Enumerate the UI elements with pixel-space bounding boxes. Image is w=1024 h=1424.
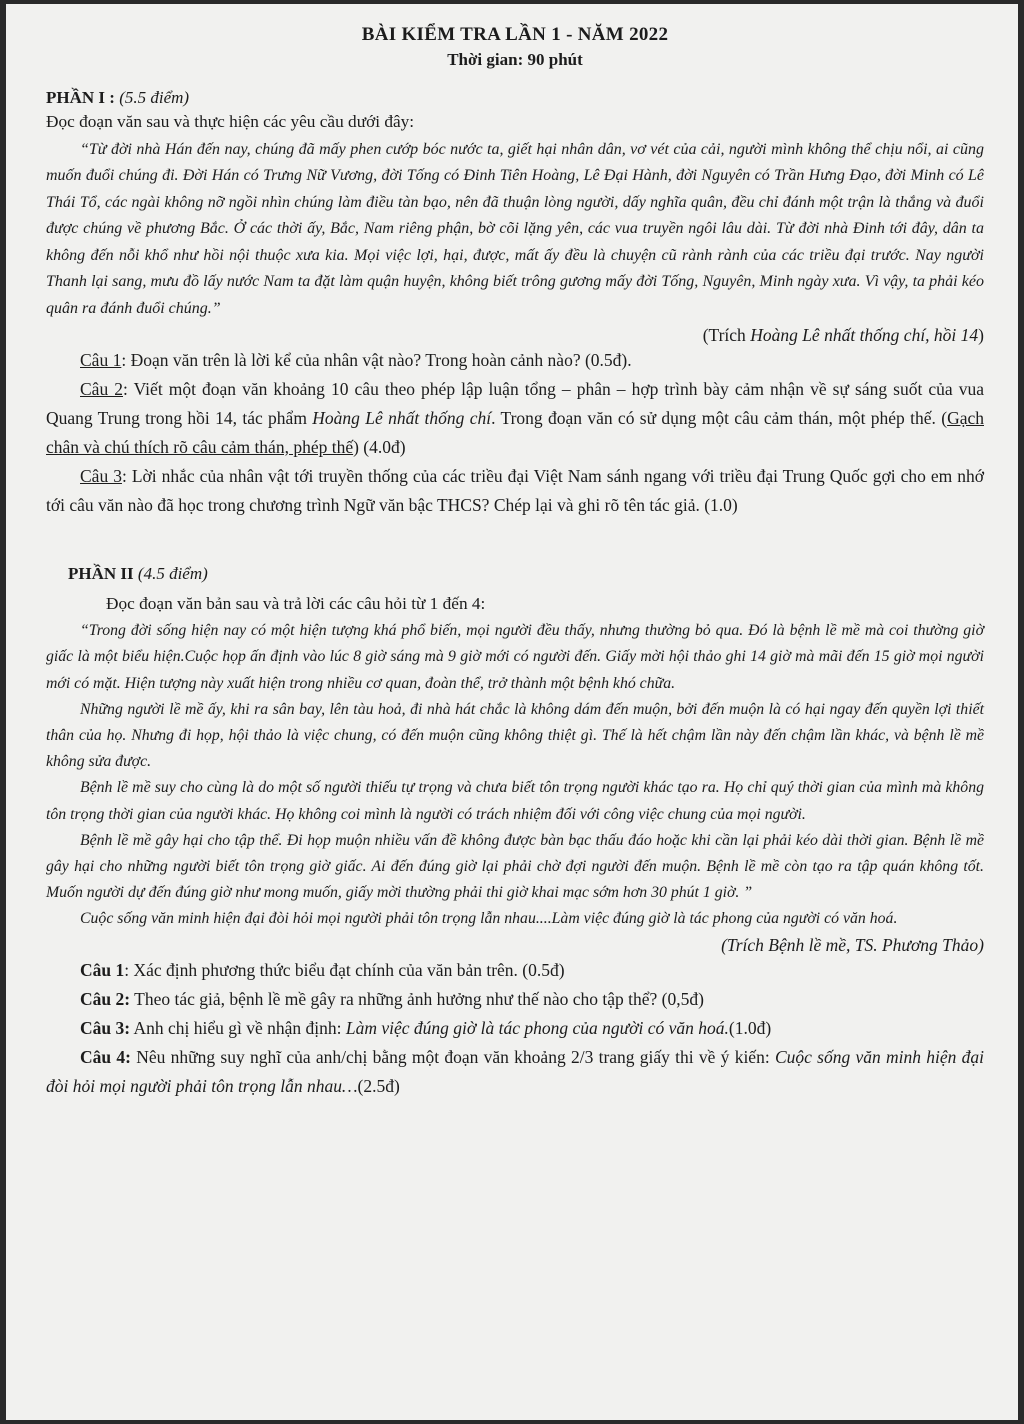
part1-q3-label: Câu 3 — [80, 465, 122, 486]
part2-points: (4.5 điểm) — [137, 563, 208, 583]
part1-q2-text-c: ) (4.0đ) — [353, 436, 406, 457]
part1-source-title: Hoàng Lê nhất thống chí, hồi 14 — [750, 324, 979, 345]
part2-paragraph-3: Bệnh lề mề suy cho cùng là do một số người thiếu tự trọng và chưa biết tôn trọng người khác tạo ra. Họ chỉ quý thời gian của mình mà không tôn trọng thời gian của người khác. Họ không coi mình là người có trách nhiệm đối với công việc chung của mọi người. — [46, 779, 984, 823]
part2-q2-text: Theo tác giả, bệnh lề mề gây ra những ảnh hưởng như thế nào cho tập thể? (0,5đ) — [130, 988, 704, 1009]
part2-source: (Trích Bệnh lề mề, TS. Phương Thảo) — [721, 934, 984, 955]
part1-passage: “Từ đời nhà Hán đến nay, chúng đã mấy phen cướp bóc nước ta, giết hại nhân dân, vơ vét của cải, người mình không thể chịu nổi, ai cũng muốn đuổi chúng đi. Đời Hán có Trưng Nữ Vương, đời Tống có Đinh Tiên Hoàng, Lê Đại Hành, đời Nguyên có Trần Hưng Đạo, đời Minh có Lê Thái Tổ, các ngài không nỡ ngồi nhìn chúng làm điều tàn bạo, nên đã thuận lòng người, dấy nghĩa quân, đều chỉ đánh một trận là thắng và đuổi được chúng về phương Bắc. Ở các thời ấy, Bắc, Nam riêng phận, bờ cõi lặng yên, các vua truyền ngôi lâu dài. Từ đời nhà Đinh tới đây, dân ta không đến nỗi khổ như hồi nội thuộc xưa kia. Mọi việc lợi, hại, được, mất ấy đều là chuyện cũ rành rành của các triều đại trước. Nay người Thanh lại sang, mưu đồ lấy nước Nam ta đặt làm quận huyện, không biết trông gương mấy đời Tống, Nguyên, Minh ngày xưa. Vì vậy, ta phải kéo quân ra đánh đuổi chúng.” — [46, 140, 984, 318]
part2-q2-label: Câu 2: — [80, 988, 131, 1009]
part1-q2-work: Hoàng Lê nhất thống chí — [312, 407, 492, 428]
part2-label: PHẦN II — [68, 563, 134, 583]
part1-instruction: Đọc đoạn văn sau và thực hiện các yêu cầu dưới đây: — [46, 112, 415, 131]
part1-question-1 — [46, 346, 984, 375]
part1-heading — [46, 88, 984, 108]
part1-q2-text-a: : Viết một đoạn văn khoảng 10 câu theo phép lập luận tổng – phân – hợp trình bày cảm nhận về sự sáng suốt của vua Quang Trung trong hồi 14, tác phẩm — [46, 378, 984, 428]
part2-q3-quote: Làm việc đúng giờ là tác phong của người có văn hoá. — [345, 1017, 729, 1038]
part1-source-prefix: (Trích — [702, 324, 751, 345]
exam-title: BÀI KIỂM TRA LẦN 1 - NĂM 2022 — [361, 24, 669, 45]
part2-heading — [68, 564, 984, 584]
part2-question-4 — [46, 1043, 984, 1101]
exam-sheet — [6, 4, 1018, 1420]
part2-q4-points: (2.5đ) — [357, 1075, 400, 1096]
part1-points: (5.5 điểm) — [119, 88, 190, 107]
part2-question-1 — [46, 956, 984, 985]
part2-q4-quote: Cuộc sống văn minh hiện đại đòi hỏi mọi người phải tôn trọng lẫn nhau… — [46, 1046, 984, 1096]
part1-q2-underline: Gạch chân và chú thích rõ câu cảm thán, phép thế — [46, 407, 984, 457]
part2-q3-label: Câu 3: — [80, 1017, 131, 1038]
part1-q2-text-b: . Trong đoạn văn có sử dụng một câu cảm thán, một phép thế. ( — [491, 407, 948, 428]
part2-q1-label: Câu 1 — [80, 959, 125, 980]
part2-paragraph-2: Những người lề mề ấy, khi ra sân bay, lên tàu hoả, đi nhà hát chắc là không dám đến muộn, bởi đến muộn là có hại ngay đến quyền lợi thiết thân của họ. Nhưng đi họp, hội thảo là việc chung, có đến muộn cũng không thiệt gì. Thế là hết chậm lần này đến chậm lần khác, và bệnh lề mề không sửa được. — [46, 700, 984, 771]
part1-label: PHẦN I : — [46, 88, 115, 107]
part1-source-suffix: ) — [978, 324, 984, 345]
part2-question-3 — [46, 1014, 984, 1043]
part1-q3-text: : Lời nhắc của nhân vật tới truyền thống của các triều đại Việt Nam sánh ngang với triều đại Trung Quốc gợi cho em nhớ tới câu văn nào đã học trong chương trình Ngữ văn bậc THCS? Chép lại và ghi rõ tên tác giả. (1.0) — [46, 465, 984, 515]
part2-q4-text: Nêu những suy nghĩ của anh/chị bằng một đoạn văn khoảng 2/3 trang giấy thi về ý kiến: — [130, 1046, 775, 1067]
part2-paragraph-5: Cuộc sống văn minh hiện đại đòi hỏi mọi người phải tôn trọng lẫn nhau....Làm việc đúng giờ là tác phong của người có văn hoá. — [80, 910, 898, 928]
part1-question-3 — [46, 462, 984, 520]
part2 — [46, 564, 984, 1101]
part2-paragraph-1: “Trong đời sống hiện nay có một hiện tượng khá phổ biến, mọi người đều thấy, nhưng thường bỏ qua. Đó là bệnh lề mề mà coi thường giờ giấc là một biểu hiện.Cuộc họp ấn định vào lúc 8 giờ sáng mà 9 giờ mới có người đến. Giấy mời hội thảo ghi 14 giờ mà mãi đến 15 giờ mọi người mới có mặt. Hiện tượng này xuất hiện trong nhiều cơ quan, đoàn thể, trở thành một bệnh khó chữa. — [46, 622, 984, 692]
part2-q3-text: Anh chị hiểu gì về nhận định: — [130, 1017, 346, 1038]
part1-q2-label: Câu 2 — [80, 378, 123, 399]
part2-q1-text: : Xác định phương thức biểu đạt chính của văn bản trên. (0.5đ) — [124, 959, 565, 980]
part2-paragraph-4: Bệnh lề mề gây hại cho tập thể. Đi họp muộn nhiều vấn đề không được bàn bạc thấu đáo hoặc khi cần lại phải kéo dài thời gian. Bệnh lề mề gây hại cho những người biết tôn trọng giờ giấc. Ai đến đúng giờ lại phải chờ đợi người đến muộn. Bệnh lề mề còn tạo ra tập quán không tốt. Muốn người dự đến đúng giờ như mong muốn, giấy mời thường phải thi giờ khai mạc sớm hơn 30 phút 1 giờ. ” — [46, 831, 984, 902]
exam-time: Thời gian: 90 phút — [447, 50, 583, 69]
part2-question-2 — [46, 985, 984, 1014]
part2-q4-label: Câu 4: — [80, 1046, 131, 1067]
part1-q1-label: Câu 1 — [80, 349, 122, 370]
part1-source — [46, 325, 984, 346]
part1-q1-text: : Đoạn văn trên là lời kể của nhân vật nào? Trong hoàn cảnh nào? (0.5đ). — [121, 349, 632, 370]
part2-instruction: Đọc đoạn văn bản sau và trả lời các câu hỏi từ 1 đến 4: — [106, 593, 486, 613]
part1-question-2 — [46, 375, 984, 462]
part2-q3-points: (1.0đ) — [728, 1017, 772, 1038]
